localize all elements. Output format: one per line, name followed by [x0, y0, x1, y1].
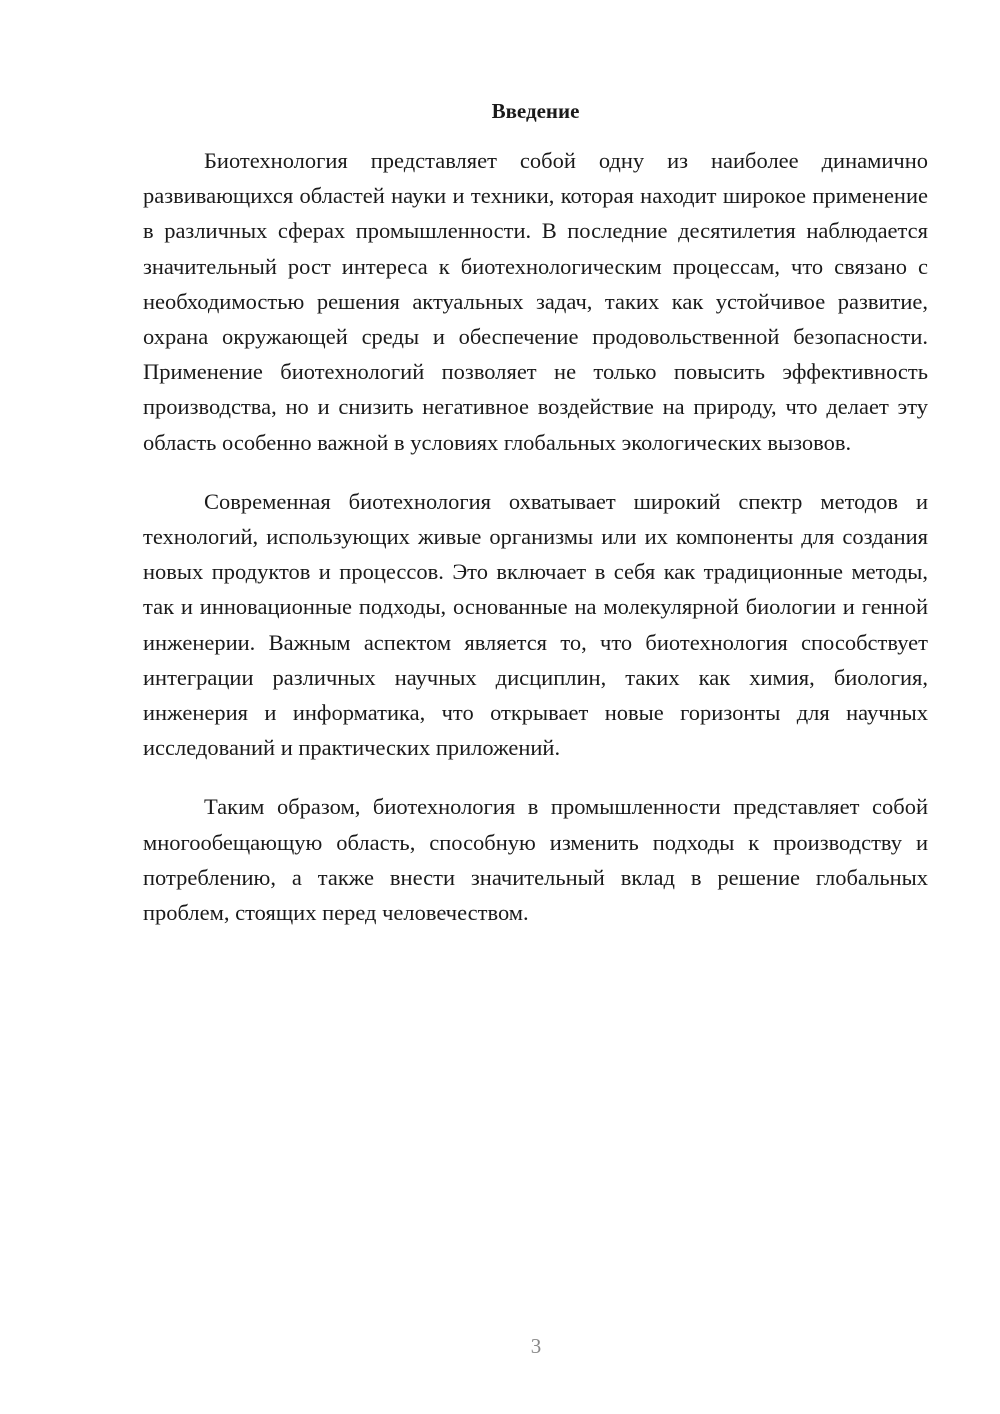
page-number: 3 — [530, 1334, 542, 1358]
body-text — [143, 143, 928, 954]
paragraph-2: Современная биотехнология охватывает широкий спектр методов и технологий, использующих живые организмы или их компоненты для создания новых продуктов и процессов. Это включает в себя как традиционные методы, так и инновационные подходы, основанные на молекулярной биологии и генной инженерии. Важным аспектом является то, что биотехнология способствует интеграции различных научных дисциплин, таких как химия, биология, инженерия и информатика, что открывает новые горизонты для научных исследований и практических приложений. — [143, 488, 928, 761]
section-heading: Введение — [491, 99, 580, 123]
paragraph-1: Биотехнология представляет собой одну из наиболее динамично развивающихся областей науки и техники, которая находит широкое применение в различных сферах промышленности. В последние десятилетия наблюдается значительный рост интереса к биотехнологическим процессам, что связано с необходимостью решения актуальных задач, таких как устойчивое развитие, охрана окружающей среды и обеспечение продовольственной безопасности. Применение биотехнологий позволяет не только повысить эффективность производства, но и снизить негативное воздействие на природу, что делает эту область особенно важной в условиях глобальных экологических вызовов. — [143, 148, 928, 455]
paragraph-3: Таким образом, биотехнология в промышленности представляет собой многообещающую область, способную изменить подходы к производству и потреблению, а также внести значительный вклад в решение глобальных проблем, стоящих перед человечеством. — [143, 794, 928, 926]
